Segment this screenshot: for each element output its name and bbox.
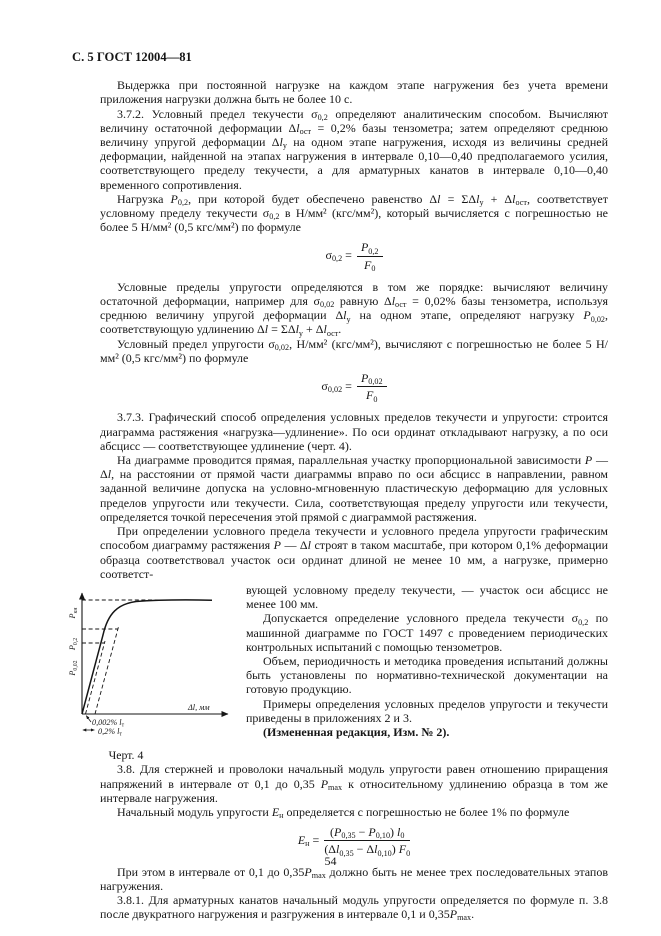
p-scale-requirements: При определении условного предела текучести и условного предела упругости графическим способом диаграмму растяжения P — Δl строят в таком масштабе, при котором 0,1% деформации образца соответствовал участок оси ординат длиной не менее 10 мм, а нагрузке, примерно соответст- [100, 524, 609, 581]
p-loading-stages: При этом в интервале от 0,1 до $0,35P_{max}$ должно быть не менее трех последовательных этапов нагружения. [100, 864, 608, 893]
p-3-7-3: 3.7.3. Графический способ определения условных пределов текучести и упругости: строится диаграмма растяжения «нагрузка—удлинение». По оси ординат откладывают нагрузку, а по оси абсцисс — соответствующее удлинение (черт. 4). [100, 410, 608, 453]
tension-diagram [42, 583, 238, 741]
fraction [357, 371, 387, 402]
formula-lhs: $\sigma_{0,2}$ = [325, 247, 352, 264]
wrapped-text-column [246, 583, 608, 762]
formula-sigma-0-2 [100, 240, 608, 271]
fraction-numerator: $P_{0,02}$ [357, 371, 387, 387]
offset-arrow [86, 716, 91, 722]
fraction-denominator: $F_0$ [364, 257, 376, 273]
fraction [324, 825, 410, 856]
fraction-numerator: $P_{0,2}$ [357, 240, 383, 256]
p-amended-note: (Измененная редакция, Изм. № 2). [263, 724, 450, 739]
p-offset-line: На диаграмме проводится прямая, параллельная участку пропорциональной зависимости P — Δl, на расстоянии от прямой части диаграммы вправо по оси абсцисс в направлении, равном заданной величине допуска на условно-мгновенную пластическую деформацию для условных пределов упругости или текучести. Сила, соответствующая пределу упругости или текучести, определяется точкой пересечения этой прямой с диаграммой растяжения. [100, 453, 608, 524]
offset-0002-label: 0,002% lт [92, 717, 125, 729]
p-holding-time: Выдержка при постоянной нагрузке на каждом этапе нагружения без учета времени приложения нагрузки должна быть не более 10 с. [100, 78, 608, 107]
p02-label: $P_{0,2}$ [68, 637, 79, 651]
formula-initial-modulus [100, 825, 608, 856]
p-scale-requirements-cont: вующей условному пределу текучести, — участок оси абсцисс не менее 100 мм. [246, 582, 608, 612]
fraction [357, 240, 383, 271]
figure-chart4 [42, 583, 238, 762]
fraction-denominator: $F_0$ [366, 388, 378, 404]
p-machine-diagram: Допускается определение условного предела текучести $\sigma_{0,2}$ по машинной диаграмме по ГОСТ 1497 с проведением периодических контрольных испытаний с помощью тензометров. [246, 611, 608, 654]
pkn-label: $P_{кн}$ [68, 607, 79, 619]
offset-line-02 [95, 625, 119, 714]
offset-02-label: 0,2% lт [98, 726, 122, 738]
p-examples: Примеры определения условных пределов упругости и текучести приведены в приложениях 2 и 3. [246, 696, 608, 725]
p-elastic-limit-intro: Условный предел упругости $\sigma_{0,02}$, Н/мм² (кгс/мм²), вычисляют с погрешностью не более 5 Н/мм² (0,5 кгс/мм²) по формуле [100, 336, 608, 365]
figure-text-row [42, 583, 608, 762]
figure-caption: Черт. 4 [108, 748, 144, 763]
p002-label: $P_{0,02}$ [68, 660, 79, 676]
x-axis-label: Δl, мм [188, 702, 210, 712]
page-header: С. 5 ГОСТ 12004—81 [72, 50, 192, 64]
formula-lhs: $\sigma_{0,02}$ = [321, 378, 352, 394]
p-modulus-intro: Начальный модуль упругости $E_н$ определяется с погрешностью не более 1% по формуле [117, 804, 570, 821]
fraction-denominator: $(\Delta l_{0,35} - \Delta l_{0,10})$ $F_0$ [324, 842, 411, 858]
fraction-numerator: $(P_{0,35} - P_{0,10})$ $l_0$ [324, 825, 410, 841]
p-3-8: 3.8. Для стержней и проволоки начальный модуль упругости равен отношению приращения напряжений в интервале от 0,1 до 0,35 $P_{max}$ к относительному удлинению образца в том же интервале нагружения. [100, 762, 609, 805]
p-load-p02: Нагрузка $P_{0,2}$, при которой будет обеспечено равенство $\Delta l = \Sigma\Delta l_у + \Delta l_{ост}$, соответствует условному пределу текучести $\sigma_{0,2}$ в Н/мм² (кгс/мм²), который вычисляется с погрешностью не более 5 Н/мм² (0,5 кгс/мм²) по формуле [100, 191, 608, 235]
formula-sigma-0-02 [100, 371, 608, 402]
formula-lhs: $E_н$ = [297, 832, 320, 848]
p-elastic-limits: Условные пределы упругости определяются в том же порядке: вычисляют величину остаточной деформации, например для $\sigma_{0,02}$ равную $\Delta l_{ост} = 0,02\%$ базы тензометра, используя среднюю величину упругой деформации $\Delta l_у$ на одном этапе, определяют нагрузку $P_{0,02}$, соответствующую удлинению $\Delta l = \Sigma\Delta l_у + \Delta l_{ост}$. [100, 279, 609, 338]
p-test-scope: Объем, периодичность и методика проведения испытаний должны быть установлены по нормативно-технической документации на готовую продукцию. [246, 653, 608, 697]
offset-line-0002 [86, 641, 106, 714]
document-body [68, 78, 609, 923]
p-3-8-1: 3.8.1. Для арматурных канатов начальный модуль упругости определяется по формуле п. 3.8 после двукратного нагружения и разгружения в интервале 0,1 и $0,35P_{max}$. [100, 892, 608, 923]
tension-curve [82, 600, 212, 714]
p-3-7-2: 3.7.2. Условный предел текучести $\sigma_{0,2}$ определяют аналитическим способом. Вычисляют величину остаточной деформации $\Delta l_{ост} = 0,2\%$ базы тензометра; затем определяют среднюю величину упругой деформации $\Delta l_у$ на одном этапе нагружения, исходя из величины средней деформации, найденной на этапах нагружения в интервале 0,10—0,40 предполагаемого усилия, соответствующего пределу текучести, а для арматурных канатов в интервале 0,10—0,40 временного сопротивления. [100, 106, 609, 192]
page-number: 54 [324, 853, 337, 868]
